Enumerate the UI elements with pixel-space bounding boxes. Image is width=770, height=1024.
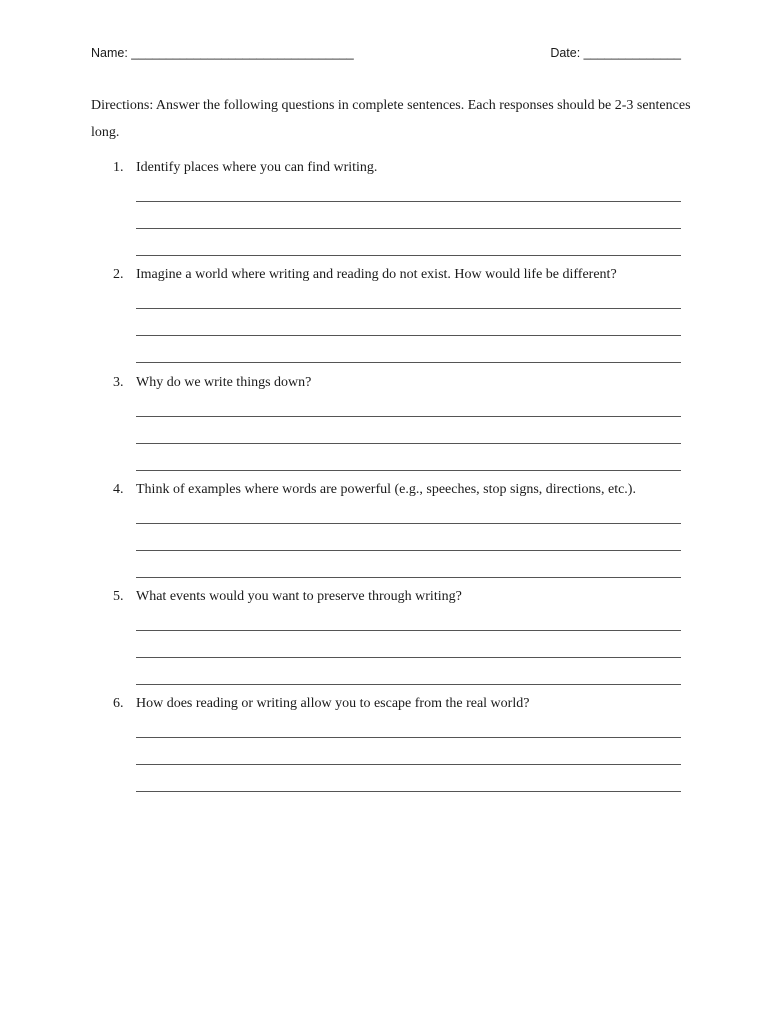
- question-text: Think of examples where words are powerful (e.g., speeches, stop signs, directions, etc.).: [136, 481, 636, 497]
- question-prompt: [91, 375, 681, 395]
- question-number: 6.: [113, 696, 124, 712]
- answer-line[interactable]: [136, 657, 681, 658]
- answer-line[interactable]: [136, 443, 681, 444]
- question-text: How does reading or writing allow you to escape from the real world?: [136, 696, 530, 712]
- question-number: 5.: [113, 589, 124, 605]
- question-4: [91, 478, 681, 585]
- answer-line[interactable]: [136, 550, 681, 551]
- question-number: 3.: [113, 374, 124, 390]
- answer-line[interactable]: [136, 764, 681, 765]
- answer-line[interactable]: [136, 577, 681, 578]
- question-text: Identify places where you can find writing.: [136, 160, 378, 175]
- question-6: [91, 692, 681, 799]
- question-prompt: [91, 482, 681, 502]
- question-text: Why do we write things down?: [136, 374, 312, 390]
- date-field[interactable]: Date: ______________: [550, 46, 681, 60]
- question-prompt: [91, 696, 681, 716]
- question-number: 4.: [113, 481, 124, 497]
- answer-line[interactable]: [136, 362, 681, 363]
- answer-line[interactable]: [136, 791, 681, 792]
- question-text: Imagine a world where writing and reading do not exist. How would life be different?: [136, 267, 617, 283]
- question-2: [91, 263, 681, 370]
- question-prompt: [91, 589, 681, 609]
- question-5: [91, 585, 681, 692]
- question-3: [91, 371, 681, 478]
- question-1: [91, 156, 681, 263]
- answer-line[interactable]: [136, 737, 681, 738]
- answer-line[interactable]: [136, 630, 681, 631]
- answer-line[interactable]: [136, 201, 681, 202]
- answer-line[interactable]: [136, 470, 681, 471]
- name-field[interactable]: Name: ________________________________: [91, 46, 354, 60]
- question-prompt: [91, 160, 681, 180]
- answer-line[interactable]: [136, 335, 681, 336]
- question-number: 1.: [113, 160, 124, 175]
- question-prompt: [91, 267, 681, 287]
- answer-line[interactable]: [136, 255, 681, 256]
- answer-line[interactable]: [136, 228, 681, 229]
- header: [91, 46, 681, 66]
- question-list: [91, 156, 681, 800]
- question-text: What events would you want to preserve through writing?: [136, 589, 462, 605]
- directions-text: Directions: Answer the following questions in complete sentences. Each responses should be 2-3 sentences long.: [91, 98, 691, 140]
- answer-line[interactable]: [136, 523, 681, 524]
- answer-line[interactable]: [136, 684, 681, 685]
- answer-line[interactable]: [136, 308, 681, 309]
- question-number: 2.: [113, 267, 124, 283]
- answer-line[interactable]: [136, 416, 681, 417]
